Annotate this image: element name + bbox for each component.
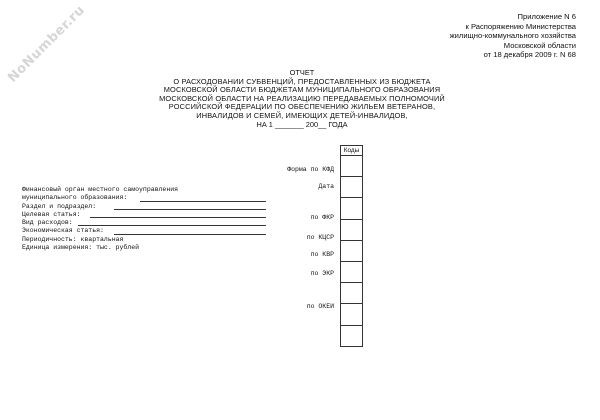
report-title-line: ИНВАЛИДОВ И СЕМЕЙ, ИМЕЮЩИХ ДЕТЕЙ-ИНВАЛИДОВ,	[196, 110, 408, 120]
code-cell-okud[interactable]	[340, 156, 363, 177]
label-ekr: по ЭКР	[310, 270, 334, 277]
report-title-line: МОСКОВСКОЙ ОБЛАСТИ НА РЕАЛИЗАЦИЮ ПЕРЕДАВАЕМЫХ ПОЛНОМОЧИЙ	[159, 93, 445, 103]
codes-header: Коды	[340, 145, 363, 156]
section-input-line[interactable]	[114, 209, 266, 210]
field-label-economic-item: Экономическая статья:	[22, 227, 104, 235]
field-label-finance-body: Финансовый орган местного самоуправления	[22, 186, 179, 193]
field-label-target-item: Целевая статья:	[22, 210, 81, 218]
code-cell-ekr[interactable]	[340, 283, 363, 304]
form-fields	[22, 186, 272, 252]
report-date-line: НА 1 _______ 200__ ГОДА	[256, 119, 348, 129]
field-unit: Единица измерения: тыс. рублей	[22, 243, 140, 251]
label-okei: по ОКЕИ	[306, 303, 334, 310]
field-periodicity: Периодичность: квартальная	[22, 235, 124, 243]
watermark: NoNumber.ru	[5, 2, 89, 86]
codes-table	[340, 145, 363, 347]
appendix-block	[336, 12, 576, 60]
appendix-line: Московской области	[503, 40, 576, 50]
field-label-expense-type: Вид расходов:	[22, 219, 73, 226]
label-kcsr: по КЦСР	[306, 234, 334, 241]
target-item-input-line[interactable]	[90, 217, 266, 218]
expense-type-input-line[interactable]	[78, 225, 266, 226]
report-title	[140, 69, 464, 129]
field-label-municipality: муниципального образования:	[22, 194, 128, 202]
label-okud: Форма по КФД	[287, 166, 334, 173]
municipality-input-line[interactable]	[140, 201, 266, 202]
report-heading: ОТЧЕТ	[289, 68, 315, 77]
label-date: Дата	[318, 183, 334, 190]
report-title-line: РОССИЙСКОЙ ФЕДЕРАЦИИ ПО ОБЕСПЕЧЕНИЮ ЖИЛЬЕМ ВЕТЕРАНОВ,	[168, 102, 436, 112]
appendix-line: жилищно-коммунального хозяйства	[449, 31, 576, 41]
code-cell-date[interactable]	[340, 177, 363, 198]
code-cell-okei[interactable]	[340, 326, 363, 347]
report-title-line: О РАСХОДОВАНИИ СУБВЕНЦИЙ, ПРЕДОСТАВЛЕННЫХ ИЗ БЮДЖЕТА	[173, 76, 431, 86]
report-title-line: МОСКОВСКОЙ ОБЛАСТИ БЮДЖЕТАМ МУНИЦИПАЛЬНОГО ОБРАЗОВАНИЯ	[163, 85, 441, 95]
label-fkr: по ФКР	[310, 214, 334, 221]
appendix-line: к Распоряжению Министерства	[465, 21, 576, 31]
appendix-line: от 18 декабря 2009 г. N 68	[483, 50, 576, 60]
code-cell-empty[interactable]	[340, 304, 363, 325]
code-cell-empty[interactable]	[340, 198, 363, 219]
economic-item-input-line[interactable]	[114, 234, 266, 235]
appendix-line: Приложение N 6	[517, 12, 576, 21]
code-cell-kcsr[interactable]	[340, 241, 363, 262]
code-cell-kvr[interactable]	[340, 262, 363, 283]
label-kvr: по КВР	[310, 251, 334, 258]
field-label-section: Раздел и подраздел:	[22, 202, 97, 210]
code-cell-fkr[interactable]	[340, 220, 363, 241]
